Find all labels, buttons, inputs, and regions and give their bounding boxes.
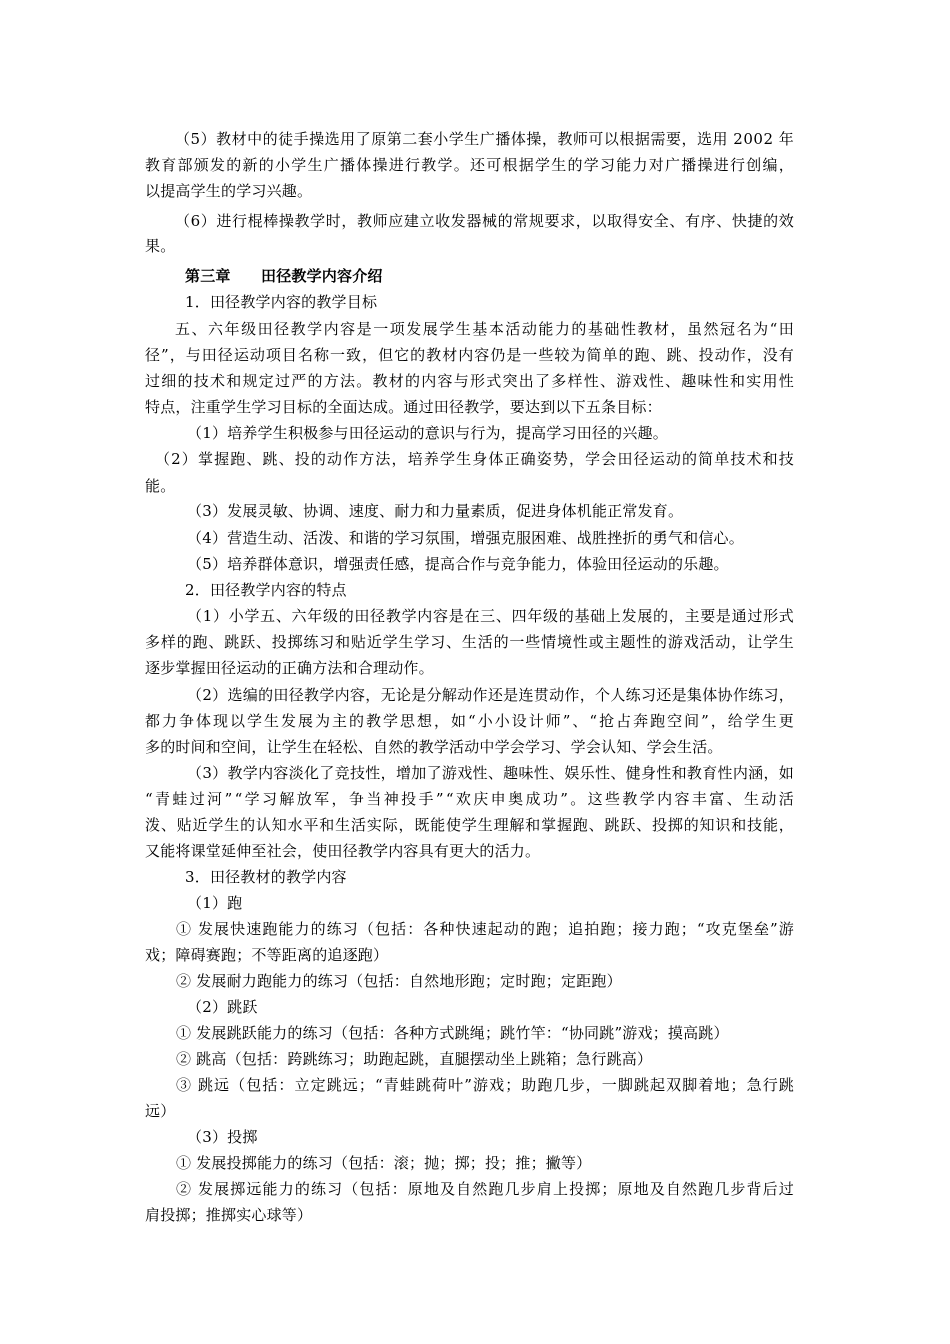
text-line: 戏；障碍赛跑；不等距离的追逐跑）	[145, 946, 389, 964]
text-line: ① 发展跳跃能力的练习（包括：各种方式跳绳；跳竹竿：“协同跳”游戏；摸高跳）	[176, 1024, 729, 1042]
text-line: 五、六年级田径教学内容是一项发展学生基本活动能力的基础性教材，虽然冠名为“田	[175, 320, 796, 338]
text-line: ② 发展掷远能力的练习（包括：原地及自然跑几步肩上投掷；原地及自然跑几步背后过	[176, 1180, 795, 1198]
text-line: 特点，注重学生学习目标的全面达成。通过田径教学，要达到以下五条目标：	[145, 398, 662, 416]
text-line: 远）	[145, 1102, 176, 1120]
text-line: 教育部颁发的新的小学生广播体操进行教学。还可根据学生的学习能力对广播操进行创编，	[145, 156, 796, 174]
text-line: （5）培养群体意识，增强责任感，提高合作与竞争能力，体验田径运动的乐趣。	[187, 555, 729, 573]
text-line: （4）营造生动、活泼、和谐的学习氛围，增强克服困难、战胜挫折的勇气和信心。	[187, 529, 744, 547]
section-heading: 3．田径教材的教学内容	[185, 868, 347, 886]
text-line: （2）选编的田径教学内容，无论是分解动作还是连贯动作，个人练习还是集体协作练习，	[187, 686, 795, 704]
text-line: 多样的跑、跳跃、投掷练习和贴近学生学习、生活的一些情境性或主题性的游戏活动，让学生	[145, 633, 795, 651]
text-line: （5）教材中的徒手操选用了原第二套小学生广播体操，教师可以根据需要，选用 2002 年	[175, 130, 795, 148]
text-line: （3）发展灵敏、协调、速度、耐力和力量素质，促进身体机能正常发育。	[187, 502, 684, 520]
text-line: 肩投掷；推掷实心球等）	[145, 1206, 313, 1224]
text-line: ② 发展耐力跑能力的练习（包括：自然地形跑；定时跑；定距跑）	[176, 972, 622, 990]
text-line: ③ 跳远（包括：立定跳远；“青蛙跳荷叶”游戏；助跑几步，一脚跳起双脚着地；急行跳	[176, 1076, 795, 1094]
section-heading: 2．田径教学内容的特点	[185, 581, 347, 599]
text-line: （1）跑	[187, 894, 243, 912]
text-line: （1）培养学生积极参与田径运动的意识与行为，提高学习田径的兴趣。	[187, 424, 668, 442]
text-line: （6）进行棍棒操教学时，教师应建立收发器械的常规要求，以取得安全、有序、快捷的效	[175, 212, 795, 230]
text-line: 过细的技术和规定过严的方法。教材的内容与形式突出了多样性、游戏性、趣味性和实用性	[145, 372, 796, 390]
section-heading: 1．田径教学内容的教学目标	[185, 293, 378, 311]
text-line: 能。	[145, 477, 176, 495]
text-line: ① 发展投掷能力的练习（包括：滚；抛；掷；投；推；撇等）	[176, 1154, 592, 1172]
text-line: （2）跳跃	[187, 998, 258, 1016]
text-line: 都力争体现以学生发展为主的教学思想，如“小小设计师”、“抢占奔跑空间”，给学生更	[145, 712, 796, 730]
text-line: 果。	[145, 237, 176, 255]
text-line: （3）投掷	[187, 1128, 258, 1146]
text-line: 又能将课堂延伸至社会，使田径教学内容具有更大的活力。	[145, 842, 541, 860]
text-line: （3）教学内容淡化了竞技性，增加了游戏性、趣味性、娱乐性、健身性和教育性内涵，如	[187, 764, 795, 782]
text-line: （2）掌握跑、跳、投的动作方法，培养学生身体正确姿势，学会田径运动的简单技术和技	[155, 450, 795, 468]
chapter-heading: 第三章 田径教学内容介绍	[185, 267, 383, 285]
text-line: 以提高学生的学习兴趣。	[145, 182, 313, 200]
text-line: 逐步掌握田径运动的正确方法和合理动作。	[145, 659, 434, 677]
text-line: 泼、贴近学生的认知水平和生活实际，既能使学生理解和掌握跑、跳跃、投掷的知识和技能，	[145, 816, 795, 834]
text-line: ② 跳高（包括：跨跳练习；助跑起跳，直腿摆动坐上跳箱；急行跳高）	[176, 1050, 653, 1068]
text-line: 径”，与田径运动项目名称一致，但它的教材内容仍是一些较为简单的跑、跳、投动作，没有	[145, 346, 795, 364]
text-line: ① 发展快速跑能力的练习（包括：各种快速起动的跑；追拍跑；接力跑；“攻克堡垒”游	[176, 920, 795, 938]
text-line: “青蛙过河”“学习解放军，争当神投手”“欢庆申奥成功”。这些教学内容丰富、生动活	[145, 790, 797, 808]
text-line: 多的时间和空间，让学生在轻松、自然的教学活动中学会学习、学会认知、学会生活。	[145, 738, 723, 756]
text-line: （1）小学五、六年级的田径教学内容是在三、四年级的基础上发展的，主要是通过形式	[187, 607, 795, 625]
